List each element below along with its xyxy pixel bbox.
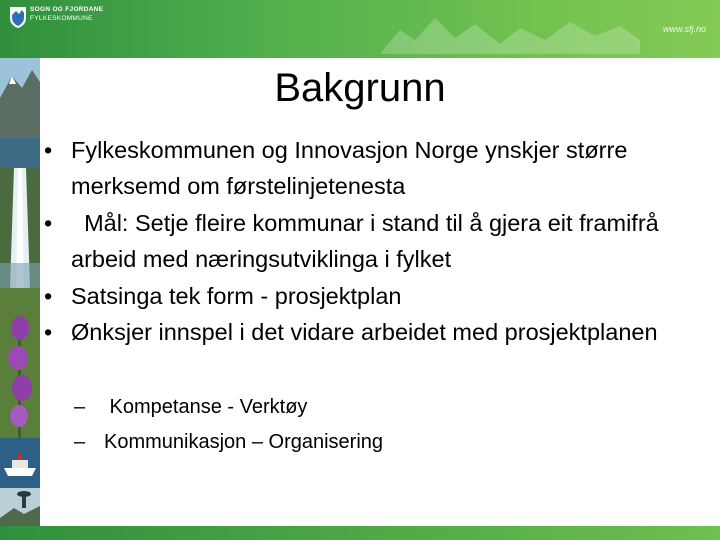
decorative-silhouette — [380, 10, 640, 54]
bullet-text: Ønksjer innspel i det vidare arbeidet med prosjektplanen — [71, 319, 658, 346]
bullet-marker: • — [44, 137, 53, 163]
flower-icon — [0, 288, 40, 438]
slide-title: Bakgrunn — [274, 66, 446, 110]
footer-band — [0, 526, 720, 540]
header-banner — [0, 0, 720, 58]
sub-bullet-marker: – — [74, 431, 86, 453]
mountain-fjord-icon — [0, 58, 40, 168]
bullet-item — [44, 132, 710, 205]
bullet-list — [44, 132, 710, 351]
bullet-item — [44, 278, 710, 314]
website-url[interactable]: www.sfj.no — [662, 24, 706, 34]
photo-strip — [0, 58, 40, 540]
sub-bullet-item — [74, 425, 674, 460]
sub-bullet-list — [74, 390, 674, 460]
county-logo-icon — [8, 5, 28, 29]
bullet-marker: • — [44, 319, 53, 346]
bullet-marker: • — [44, 282, 53, 309]
sub-bullet-item — [74, 390, 674, 425]
bullet-text: Mål: Setje fleire kommunar i stand til å gjera eit framifrå arbeid med næringsutviklinga i fylket — [71, 209, 666, 273]
waterfall-icon — [0, 168, 40, 288]
bullet-item — [44, 205, 710, 278]
bullet-item — [44, 314, 710, 350]
bullet-marker: • — [44, 209, 53, 236]
logo-text-subtitle: FYLKESKOMMUNE — [30, 15, 93, 22]
logo-text-county: SOGN OG FJORDANE — [30, 6, 104, 13]
bullet-text: Fylkeskommunen og Innovasjon Norge ynskjer større merksemd om førstelinjetenesta — [71, 137, 628, 200]
bullet-text: Satsinga tek form - prosjektplan — [71, 282, 402, 309]
sub-bullet-text: Kompetanse - Verktøy — [104, 396, 308, 418]
ferry-icon — [0, 438, 40, 488]
sub-bullet-text: Kommunikasjon – Organisering — [104, 431, 384, 453]
sub-bullet-marker: – — [74, 396, 86, 418]
